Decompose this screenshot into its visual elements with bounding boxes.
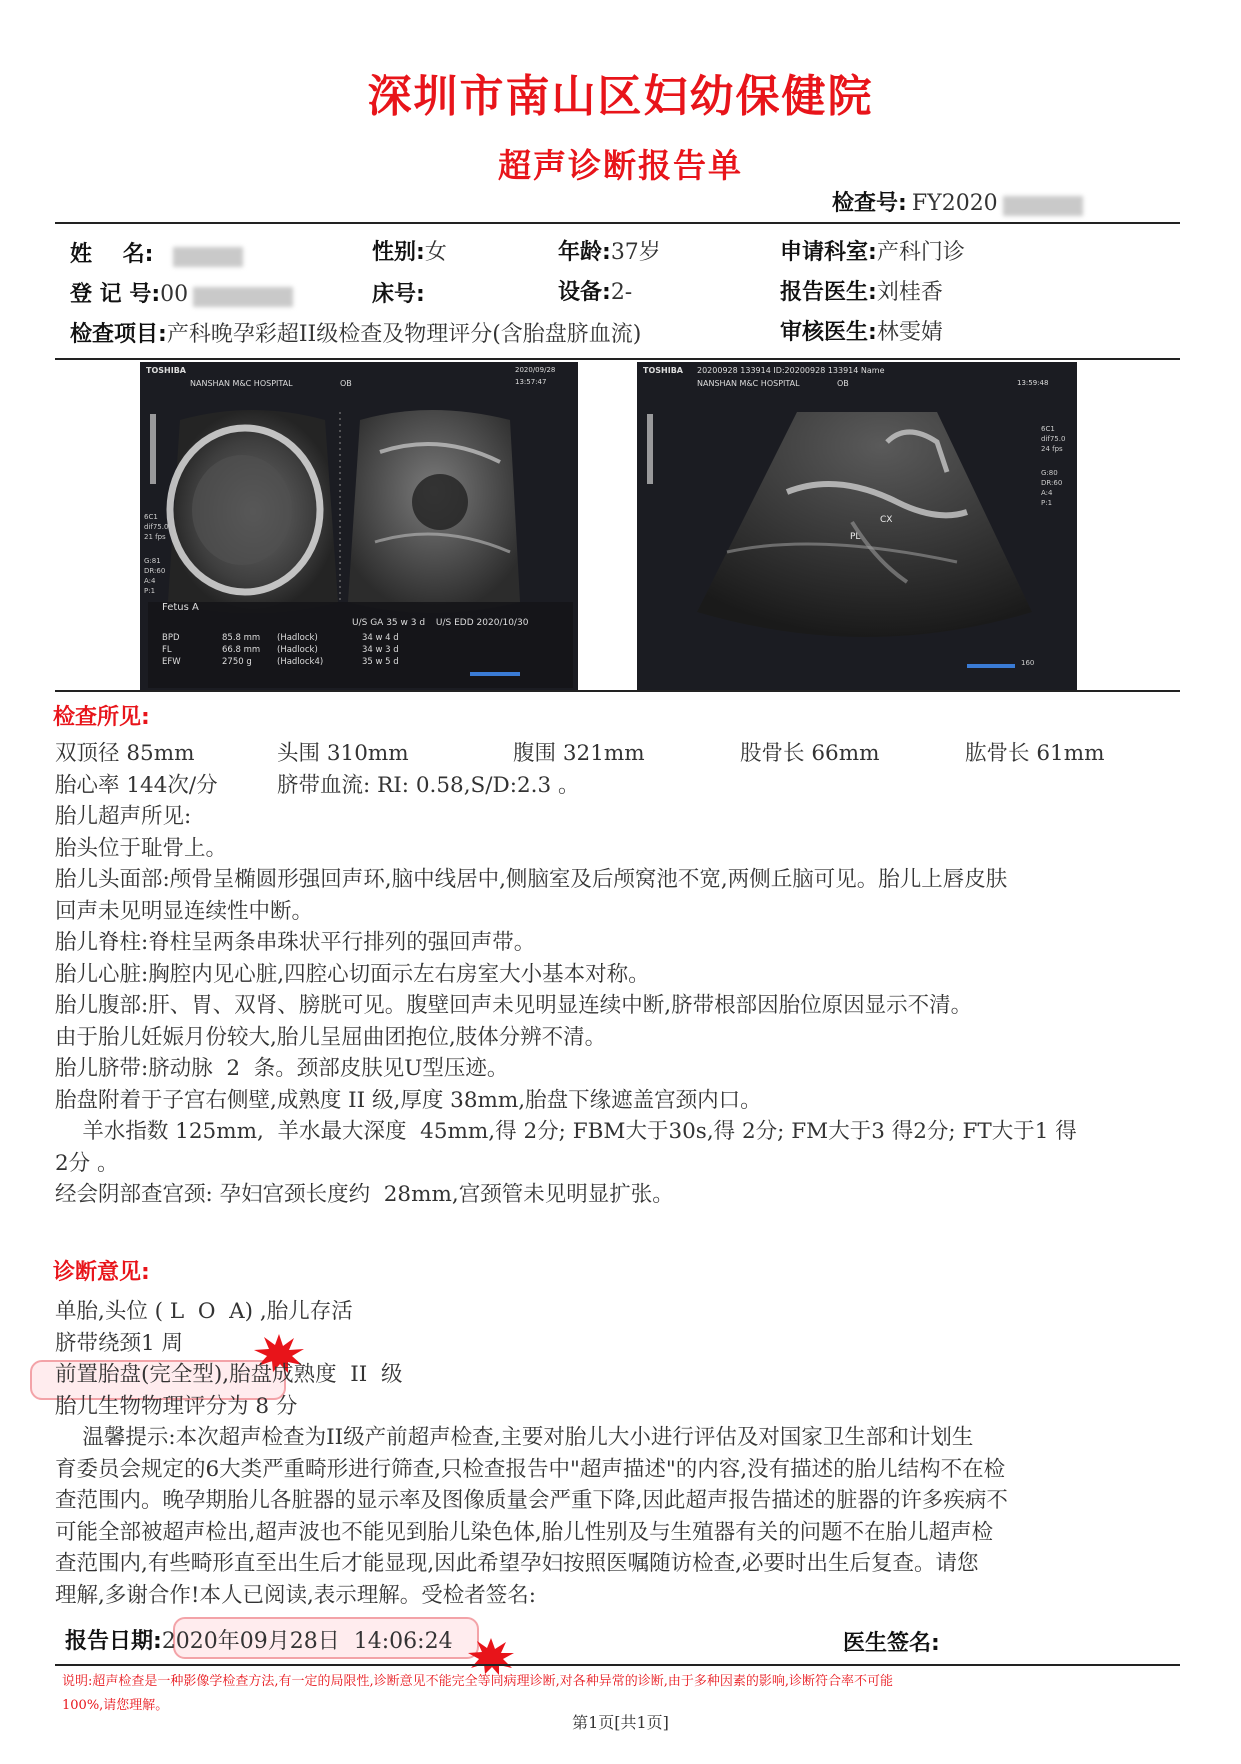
finding-line: 胎儿脊柱:脊柱呈两条串珠状平行排列的强回声带。: [55, 930, 536, 955]
findings-heading: 检查所见:: [53, 705, 150, 730]
sex-value: 女: [424, 240, 447, 265]
finding-line: 胎儿超声所见:: [55, 804, 192, 829]
disclaimer-line: 说明:超声检查是一种影像学检查方法,有一定的局限性,诊断意见不能完全等同病理诊断,对各种异常的诊断,由于多种因素的影响,诊断符合率不可能: [62, 1674, 894, 1689]
cord-blood-flow: 脐带血流: RI: 0.58,S/D:2.3 。: [277, 772, 580, 798]
exam-number: [832, 186, 1083, 217]
bed-label: 床号:: [372, 282, 425, 307]
us-brand-left: TOSHIBA: [146, 366, 186, 375]
findings-body: [55, 738, 1185, 1211]
us-hospital-right: NANSHAN M&C HOSPITAL: [697, 379, 800, 388]
us-time-left: 13:57:47: [515, 378, 547, 386]
fhr-row: [55, 770, 1185, 802]
request-dept: [780, 235, 965, 266]
measure-hc: 头围 310mm: [277, 741, 409, 766]
diagnosis-line-placenta: [55, 1359, 1185, 1391]
finding-line: 2分 。: [55, 1150, 119, 1176]
tip-line: 理解,多谢合作!本人已阅读,表示理解。受检者签名:: [55, 1582, 537, 1608]
review-doctor-label: 审核医生:: [780, 320, 877, 345]
tip-line: 查范围内,有些畸形直至出生后才能显现,因此希望孕妇按照医嘱随访检查,必要时出生后复查。请您: [55, 1551, 979, 1576]
us-edd-label: U/S EDD: [435, 618, 474, 628]
placenta-previa-highlight: 前置胎盘(完全型): [55, 1362, 223, 1387]
fetal-heart-rate: 胎心率 144次/分: [55, 772, 218, 798]
ultrasound-image-left: [140, 362, 578, 690]
registration-number: [70, 277, 293, 308]
patient-age: [558, 235, 661, 266]
page-number: 第1页[共1页]: [572, 1713, 669, 1732]
patient-name-label: 姓 名:: [70, 242, 154, 267]
finding-line: 胎儿脐带:脐动脉 2 条。颈部皮肤见U型压迹。: [55, 1056, 509, 1081]
finding-line: 胎儿头面部:颅骨呈椭圆形强回声环,脑中线居中,侧脑室及后颅窝池不宽,两侧丘脑可见。胎儿上唇皮肤: [55, 867, 1008, 892]
redaction-mask: [173, 247, 243, 267]
doctor-signature: [843, 1626, 940, 1657]
finding-line: 胎儿腹部:肝、胃、双肾、膀胱可见。腹壁回声未见明显连续中断,脐带根部因胎位原因显示不清。: [55, 993, 973, 1018]
diagnosis-heading: 诊断意见:: [53, 1260, 150, 1285]
exam-item-value: 产科晚孕彩超II级检查及物理评分(含胎盘脐血流): [166, 322, 642, 347]
report-doctor-label: 报告医生:: [780, 280, 877, 305]
measure-bpd: 双顶径 85mm: [55, 741, 195, 766]
patient-name: [70, 237, 243, 268]
us-date-left: 2020/09/28: [515, 366, 556, 374]
hospital-title: 深圳市南山区妇幼保健院: [367, 71, 874, 122]
device-label: 设备:: [558, 280, 611, 305]
us-label-cx: CX: [880, 515, 893, 525]
finding-line: 经会阴部查宫颈: 孕妇宫颈长度约 28mm,宫颈管未见明显扩张。: [55, 1182, 674, 1207]
finding-line: 回声未见明显连续性中断。: [55, 898, 314, 924]
measurements-row: [55, 738, 1185, 770]
us-edd-value: 2020/10/30: [476, 618, 529, 628]
ultrasound-image-right: [637, 362, 1077, 690]
us-fetus-label: Fetus A: [162, 602, 199, 613]
measure-hl: 肱骨长 61mm: [965, 741, 1105, 766]
us-measure-table: [162, 632, 399, 668]
finding-line: 羊水指数 125mm, 羊水最大深度 45mm,得 2分; FBM大于30s,得 2分; FM大于3 得2分; FT大于1 得: [55, 1119, 1077, 1144]
measure-fl: 股骨长 66mm: [740, 741, 880, 766]
report-doctor-value: 刘桂香: [876, 280, 943, 305]
review-doctor: [780, 315, 943, 346]
bed-number: [372, 277, 425, 308]
report-date: [65, 1624, 453, 1655]
diagnosis-line: 单胎,头位 ( L O A) ,胎儿存活: [55, 1299, 353, 1324]
patient-sex: [372, 235, 447, 266]
exam-number-value: FY2020: [911, 191, 998, 216]
exam-item-label: 检查项目:: [70, 322, 167, 347]
tip-line: 查范围内。晚孕期胎儿各脏器的显示率及图像质量会严重下降,因此超声报告描述的脏器的许多疾病不: [55, 1488, 1008, 1513]
report-title: 超声诊断报告单: [498, 146, 743, 185]
diagnosis-line: 胎儿生物物理评分为 8 分: [55, 1393, 298, 1419]
placenta-maturity: ,胎盘成熟度 II 级: [222, 1362, 403, 1387]
redaction-mask: [193, 287, 293, 307]
us-mode-left: OB: [340, 379, 352, 388]
divider-images: [55, 690, 1180, 692]
us-ga: [352, 618, 528, 628]
tip-line: 温馨提示:本次超声检查为II级产前超声检查,主要对胎儿大小进行评估及对国家卫生部和计划生: [55, 1425, 974, 1450]
us-measure-row: FL 66.8 mm (Hadlock) 34 w 3 d: [162, 645, 399, 655]
us-hospital-left: NANSHAN M&C HOSPITAL: [190, 379, 293, 388]
exam-number-label: 检查号:: [832, 191, 907, 216]
report-date-value: 2020年09月28日 14:06:24: [161, 1629, 453, 1654]
us-mode-right: OB: [837, 379, 849, 388]
tip-line: 可能全部被超声检出,超声波也不能见到胎儿染色体,胎儿性别及与生殖器有关的问题不在胎儿超声检: [55, 1519, 994, 1545]
us-ga-label: U/S GA: [352, 618, 384, 628]
diagnosis-line: 脐带绕颈1 周: [55, 1330, 184, 1356]
us-brand-right: TOSHIBA: [643, 366, 683, 375]
finding-line: 胎盘附着于子宫右侧壁,成熟度 II 级,厚度 38mm,胎盘下缘遮盖宫颈内口。: [55, 1087, 762, 1113]
sex-label: 性别:: [372, 240, 425, 265]
us-time-right: 13:59:48: [1017, 379, 1049, 387]
us-info-right: 20200928 133914 ID:20200928 133914 Name: [697, 366, 885, 375]
us-side-params-left: 6C1 dif75.0 21 fps G:81 DR:60 A:4 P:1: [144, 513, 169, 595]
us-ga-value: 35 w 3 d: [386, 618, 426, 628]
us-measure-row: EFW 2750 g (Hadlock4) 35 w 5 d: [162, 657, 399, 667]
finding-line: 由于胎儿妊娠月份较大,胎儿呈屈曲团抱位,肢体分辨不清。: [55, 1024, 607, 1050]
report-date-label: 报告日期:: [65, 1629, 162, 1654]
tip-line: 育委员会规定的6大类严重畸形进行筛查,只检查报告中"超声描述"的内容,没有描述的胎儿结构不在检: [55, 1456, 1006, 1482]
diagnosis-body: [55, 1296, 1185, 1611]
device: [558, 275, 632, 306]
exam-item: [70, 317, 641, 348]
us-side-params-right: 6C1 dif75.0 24 fps G:80 DR:60 A:4 P:1: [1041, 425, 1066, 507]
divider-footer: [55, 1664, 1180, 1666]
finding-line: 胎头位于耻骨上。: [55, 835, 228, 861]
disclaimer-line: 100%,请您理解。: [62, 1698, 169, 1713]
us-depth-right: 160: [1021, 659, 1035, 667]
reg-label: 登 记 号:: [70, 282, 161, 307]
divider-info: [55, 358, 1180, 360]
redaction-mask: [1003, 196, 1083, 216]
reg-value: 00: [160, 282, 189, 307]
age-value: 37岁: [610, 240, 661, 265]
review-doctor-value: 林雯婧: [876, 320, 943, 345]
divider-top: [55, 222, 1180, 224]
age-label: 年龄:: [558, 240, 611, 265]
device-value: 2-: [610, 280, 633, 305]
report-doctor: [780, 275, 943, 306]
us-measure-row: BPD 85.8 mm (Hadlock) 34 w 4 d: [162, 633, 399, 643]
measure-ac: 腹围 321mm: [513, 741, 645, 766]
dept-label: 申请科室:: [780, 240, 877, 265]
dept-value: 产科门诊: [876, 240, 965, 265]
finding-line: 胎儿心脏:胸腔内见心脏,四腔心切面示左右房室大小基本对称。: [55, 961, 650, 987]
doctor-signature-label: 医生签名:: [843, 1631, 940, 1656]
us-label-pl: PL: [850, 532, 861, 542]
